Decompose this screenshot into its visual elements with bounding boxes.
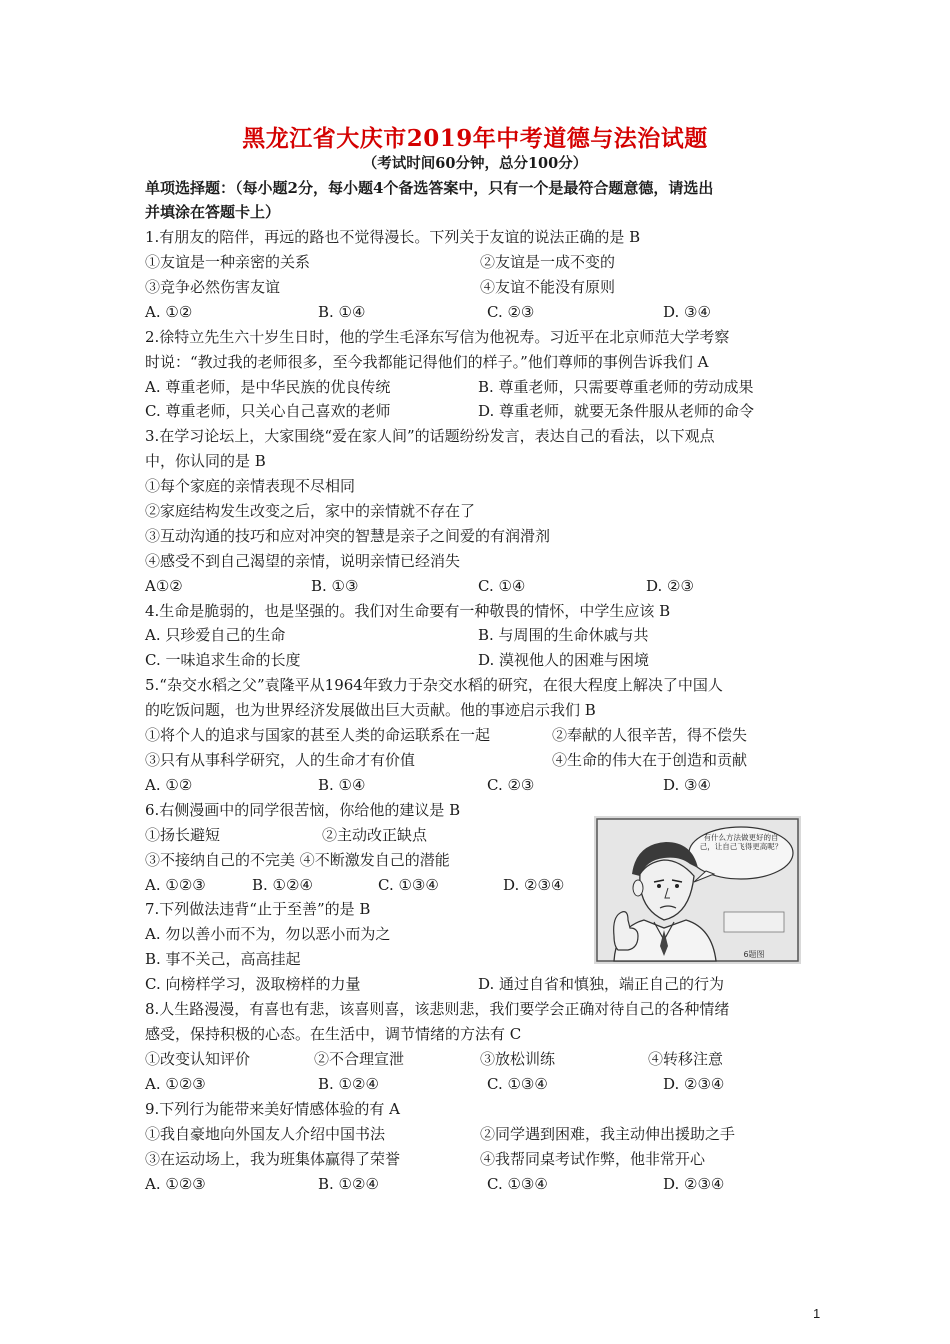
q4-choice-c: C. 一味追求生命的长度 (145, 651, 301, 669)
q4-choice-a: A. 只珍爱自己的生命 (145, 626, 286, 644)
q2-stem-2: 时说：“教过我的老师很多，至今我都能记得他们的样子。”他们尊师的事例告诉我们 A (145, 353, 709, 371)
q3-option-4: ④感受不到自己渴望的亲情，说明亲情已经消失 (145, 552, 461, 570)
q8-choice-c: C. ①③④ (487, 1075, 548, 1093)
q8-choice-a: A. ①②③ (145, 1075, 206, 1093)
q3-choice-a: A①② (145, 577, 183, 595)
q3-option-3: ③互动沟通的技巧和应对冲突的智慧是亲子之间爱的有润滑剂 (145, 527, 551, 545)
q8-option-2: ②不合理宣泄 (314, 1050, 405, 1068)
q2-choice-c: C. 尊重老师，只关心自己喜欢的老师 (145, 402, 391, 420)
q7-choice-a: A. 勿以善小而不为，勿以恶小而为之 (145, 925, 391, 943)
q2-choice-a: A. 尊重老师，是中华民族的优良传统 (145, 378, 391, 396)
q4-choice-d: D. 漠视他人的困难与困境 (478, 651, 650, 669)
q5-choice-b: B. ①④ (318, 776, 366, 794)
q8-option-4: ④转移注意 (648, 1050, 724, 1068)
q7-choice-c: C. 向榜样学习，汲取榜样的力量 (145, 975, 361, 993)
q2-choice-b: B. 尊重老师，只需要尊重老师的劳动成果 (478, 378, 754, 396)
q2-stem-1: 2.徐特立先生六十岁生日时，他的学生毛泽东写信为他祝寿。习近平在北京师范大学考察 (145, 328, 730, 346)
q5-choice-c: C. ②③ (487, 776, 535, 794)
q2-choice-d: D. 尊重老师，就要无条件服从老师的命令 (478, 402, 755, 420)
q5-option-2: ②奉献的人很辛苦，得不偿失 (552, 726, 748, 744)
q8-stem-2: 感受，保持积极的心态。在生活中，调节情绪的方法有 C (145, 1025, 522, 1043)
instructions-line-2: 并填涂在答题卡上） (145, 203, 281, 221)
page-number: 1 (813, 1306, 821, 1321)
q9-stem: 9.下列行为能带来美好情感体验的有 A (145, 1100, 400, 1118)
q3-stem-2: 中，你认同的是 B (145, 452, 266, 470)
q9-choice-d: D. ②③④ (663, 1175, 725, 1193)
instructions-line-1: 单项选择题：（每小题2分，每小题4个备选答案中，只有一个是最符合题意德，请选出 (145, 179, 714, 197)
q6-option-3-4: ③不接纳自己的不完美 ④不断激发自己的潜能 (145, 851, 450, 869)
cartoon-illustration (594, 816, 801, 964)
q6-choice-c: C. ①③④ (378, 876, 439, 894)
q1-choice-d: D. ③④ (663, 303, 711, 321)
q6-option-2: ②主动改正缺点 (322, 826, 428, 844)
q6-choice-d: D. ②③④ (503, 876, 565, 894)
q9-choice-a: A. ①②③ (145, 1175, 206, 1193)
q9-option-4: ④我帮同桌考试作弊，他非常开心 (480, 1150, 706, 1168)
q1-stem: 1.有朋友的陪伴，再远的路也不觉得漫长。下列关于友谊的说法正确的是 B (145, 228, 641, 246)
q7-choice-b: B. 事不关己，高高挂起 (145, 950, 301, 968)
q7-choice-d: D. 通过自省和慎独，端正自己的行为 (478, 975, 725, 993)
q5-option-4: ④生命的伟大在于创造和贡献 (552, 751, 748, 769)
q9-option-2: ②同学遇到困难，我主动伸出援助之手 (480, 1125, 736, 1143)
q3-choice-d: D. ②③ (646, 577, 694, 595)
q8-option-3: ③放松训练 (480, 1050, 556, 1068)
q5-choice-a: A. ①② (145, 776, 193, 794)
q1-choice-b: B. ①④ (318, 303, 366, 321)
q4-stem: 4.生命是脆弱的，也是坚强的。我们对生命要有一种敬畏的情怀，中学生应该 B (145, 602, 671, 620)
q6-option-1: ①扬长避短 (145, 826, 221, 844)
q1-option-3: ③竞争必然伤害友谊 (145, 278, 281, 296)
q5-option-1: ①将个人的追求与国家的甚至人类的命运联系在一起 (145, 726, 491, 744)
q8-choice-b: B. ①②④ (318, 1075, 379, 1093)
q1-choice-c: C. ②③ (487, 303, 535, 321)
q3-stem-1: 3.在学习论坛上，大家围绕“爱在家人间”的话题纷纷发言，表达自己的看法，以下观点 (145, 427, 715, 445)
q9-option-1: ①我自豪地向外国友人介绍中国书法 (145, 1125, 386, 1143)
q5-stem-2: 的吃饭问题，也为世界经济发展做出巨大贡献。他的事迹启示我们 B (145, 701, 596, 719)
q6-stem: 6.右侧漫画中的同学很苦恼，你给他的建议是 B (145, 801, 461, 819)
exam-info: （考试时间60分钟，总分100分） (362, 155, 588, 172)
q4-choice-b: B. 与周围的生命休戚与共 (478, 626, 649, 644)
q8-stem-1: 8.人生路漫漫，有喜也有悲，该喜则喜，该悲则悲，我们要学会正确对待自己的各种情绪 (145, 1000, 730, 1018)
q9-option-3: ③在运动场上，我为班集体赢得了荣誉 (145, 1150, 401, 1168)
q6-choice-a: A. ①②③ (145, 876, 206, 894)
q5-stem-1: 5.“杂交水稻之父”袁隆平从1964年致力于杂交水稻的研究，在很大程度上解决了中国人 (145, 676, 723, 694)
q1-option-4: ④友谊不能没有原则 (480, 278, 616, 296)
q9-choice-c: C. ①③④ (487, 1175, 548, 1193)
q8-choice-d: D. ②③④ (663, 1075, 725, 1093)
cartoon-caption: 6题图 (743, 950, 765, 959)
page-title: 黑龙江省大庆市2019年中考道德与法治试题 (242, 125, 708, 152)
q5-choice-d: D. ③④ (663, 776, 711, 794)
q3-choice-c: C. ①④ (478, 577, 526, 595)
q7-stem: 7.下列做法违背“止于至善”的是 B (145, 900, 371, 918)
q3-option-1: ①每个家庭的亲情表现不尽相同 (145, 477, 356, 495)
q9-choice-b: B. ①②④ (318, 1175, 379, 1193)
q8-option-1: ①改变认知评价 (145, 1050, 251, 1068)
q3-choice-b: B. ①③ (311, 577, 359, 595)
q5-option-3: ③只有从事科学研究，人的生命才有价值 (145, 751, 416, 769)
q1-option-1: ①友谊是一种亲密的关系 (145, 253, 311, 271)
q6-choice-b: B. ①②④ (252, 876, 313, 894)
bubble-text: 有什么方法做更好的自己，让自己飞得更高呢？ (699, 833, 783, 851)
q1-choice-a: A. ①② (145, 303, 193, 321)
q3-option-2: ②家庭结构发生改变之后，家中的亲情就不存在了 (145, 502, 476, 520)
q1-option-2: ②友谊是一成不变的 (480, 253, 616, 271)
